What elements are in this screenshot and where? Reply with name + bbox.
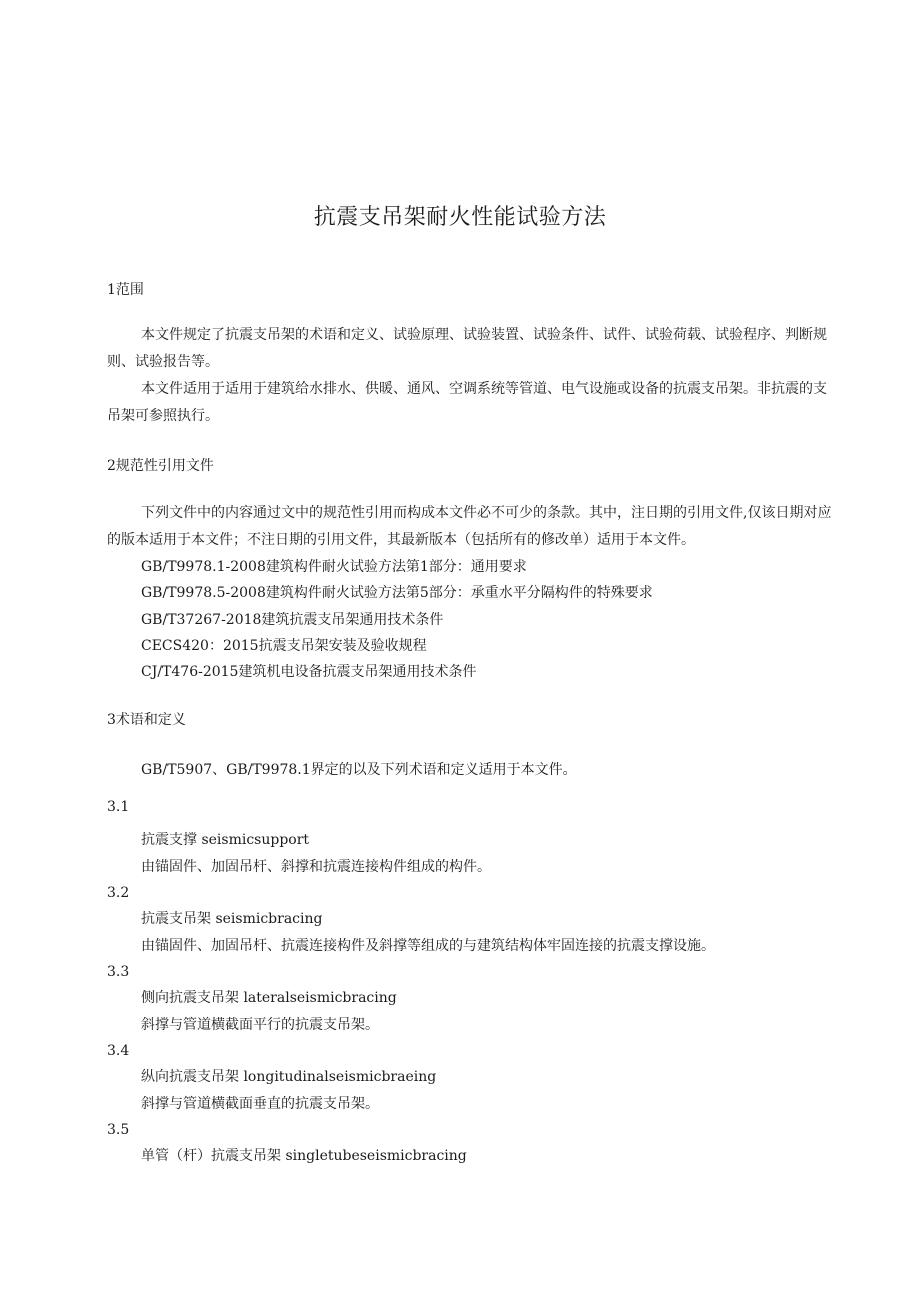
term-number: 3.3 — [107, 964, 130, 980]
term-title: 抗震支吊架 seismicbracing — [141, 911, 323, 927]
term-definition: 由锚固件、加固吊杆、斜撑和抗震连接构件组成的构件。 — [141, 859, 491, 875]
section-3-heading: 3术语和定义 — [107, 712, 186, 728]
section-1-paragraph: 本文件规定了抗震支吊架的术语和定义、试验原理、试验装置、试验条件、试件、试验荷载、试验程序、判断规则、试验报告等。 — [107, 327, 827, 370]
term-number: 3.2 — [107, 885, 130, 901]
term-definition: 斜撑与管道横截面垂直的抗震支吊架。 — [141, 1096, 379, 1112]
reference-item: GB/T9978.5-2008建筑构件耐火试验方法第5部分：承重水平分隔构件的特殊要求 — [141, 585, 653, 601]
term-title: 单管（杆）抗震支吊架 singletubeseismicbracing — [141, 1148, 467, 1164]
reference-item: GB/T37267-2018建筑抗震支吊架通用技术条件 — [141, 612, 444, 628]
section-1-heading: 1范围 — [107, 282, 144, 298]
reference-item: CECS420：2015抗震支吊架安装及验收规程 — [141, 638, 427, 654]
term-title: 抗震支撑 seismicsupport — [141, 832, 310, 848]
section-2-heading: 2规范性引用文件 — [107, 458, 214, 474]
section-2-intro: 下列文件中的内容通过文中的规范性引用而构成本文件必不可少的条款。其中，注日期的引用文件,仅该日期对应的版本适用于本文件；不注日期的引用文件，其最新版本（包括所有的修改单）适用于本文件。 — [107, 505, 832, 548]
term-number: 3.4 — [107, 1043, 130, 1059]
reference-item: GB/T9978.1-2008建筑构件耐火试验方法第1部分：通用要求 — [141, 559, 527, 575]
section-1-paragraph: 本文件适用于适用于建筑给水排水、供暖、通风、空调系统等管道、电气设施或设备的抗震支吊架。非抗震的支吊架可参照执行。 — [107, 381, 827, 424]
term-title: 纵向抗震支吊架 longitudinalseismicbraeing — [141, 1069, 437, 1085]
section-3-intro: GB/T5907、GB/T9978.1界定的以及下列术语和定义适用于本文件。 — [141, 762, 577, 778]
reference-item: CJ/T476-2015建筑机电设备抗震支吊架通用技术条件 — [141, 664, 477, 680]
term-definition: 由锚固件、加固吊杆、抗震连接构件及斜撑等组成的与建筑结构体牢固连接的抗震支撑设施。 — [141, 938, 715, 954]
term-definition: 斜撑与管道横截面平行的抗震支吊架。 — [141, 1017, 379, 1033]
term-title: 侧向抗震支吊架 lateralseismicbracing — [141, 990, 397, 1006]
term-number: 3.1 — [107, 799, 130, 815]
document-title: 抗震支吊架耐火性能试验方法 — [313, 205, 607, 230]
term-number: 3.5 — [107, 1122, 130, 1138]
